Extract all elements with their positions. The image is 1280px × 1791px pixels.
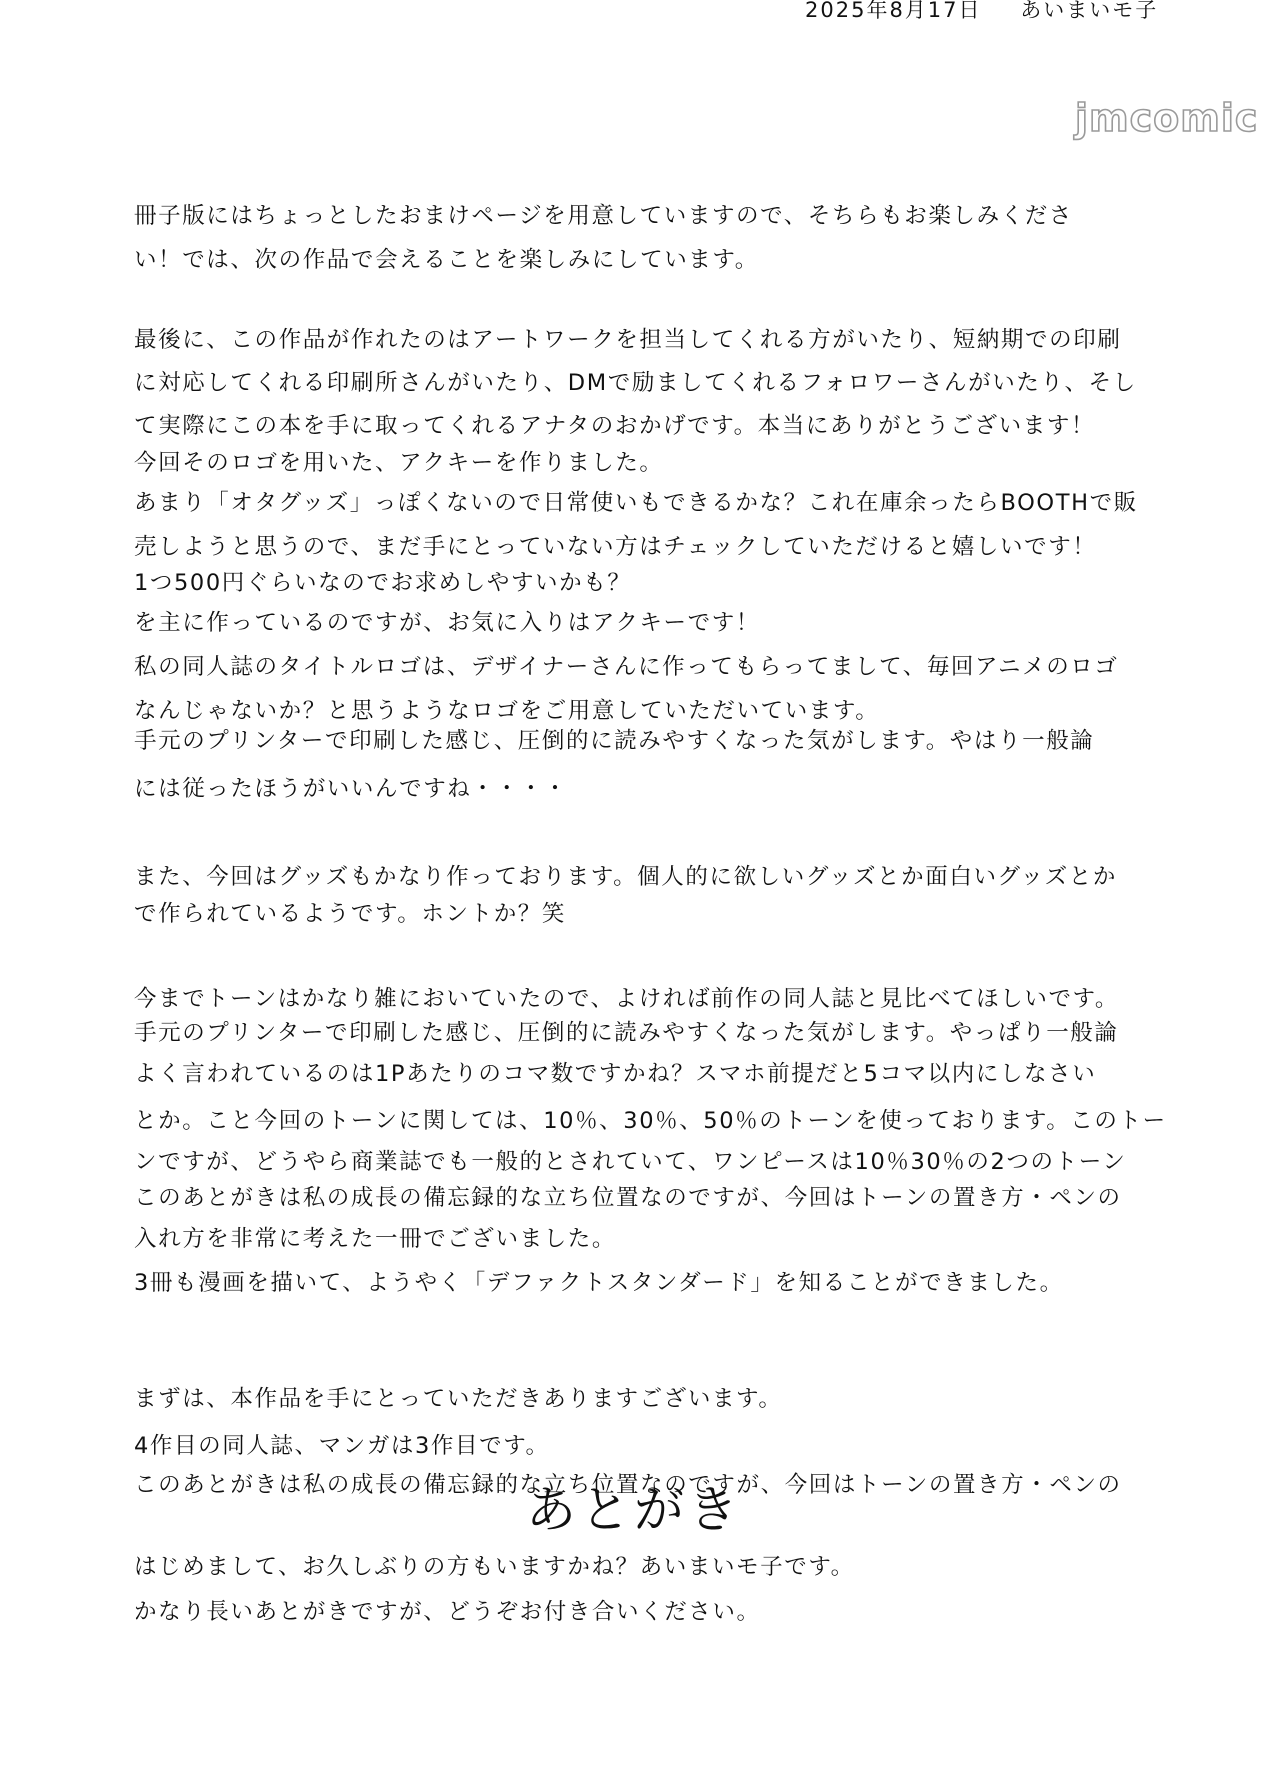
text-line: て実際にこの本を手に取ってくれるアナタのおかげです。本当にありがとうございます！ [134, 413, 1096, 439]
text-line: よく言われているのは1Pあたりのコマ数ですかね？スマホ前提だと5コマ以内にしなさい [134, 1061, 1097, 1087]
text-line: い！では、次の作品で会えることを楽しみにしています。 [134, 247, 759, 273]
author-name: あいまいモ子 [1020, 0, 1159, 22]
text-line: 売しようと思うので、まだ手にとっていない方はチェックしていただけると嬉しいです！ [134, 534, 1097, 560]
text-line: はじめまして、お久しぶりの方もいますかね？あいまいモ子です。 [134, 1554, 855, 1580]
text-line: 4作目の同人誌、マンガは3作目です。 [134, 1433, 550, 1459]
text-line: 最後に、この作品が作れたのはアートワークを担当してくれる方がいたり、短納期での印刷 [134, 327, 1122, 353]
fragment-text: 手元のプリンターで印刷した感じ、圧倒的に読みやすくなった気がします。やっぱり一般論 [134, 1020, 1119, 1046]
clipped-fragment-line [134, 728, 1154, 754]
text-line: とか。こと今回のトーンに関しては、10％、30％、50％のトーンを使っております。このトー [134, 1108, 1167, 1134]
text-line: 今回そのロゴを用いた、アクキーを作りました。 [134, 450, 664, 476]
afterword-title: あとがき [526, 1481, 742, 1539]
text-line: 冊子版にはちょっとしたおまけページを用意していますので、そちらもお楽しみくださ [134, 203, 1074, 229]
text-line: また、今回はグッズもかなり作っております。個人的に欲しいグッズとか面白いグッズとか [134, 864, 1117, 890]
date: 2025年8月17日 [805, 0, 982, 22]
clipped-fragment-line [134, 570, 1154, 596]
text-line: に対応してくれる印刷所さんがいたり、DMで励ましてくれるフォロワーさんがいたり、そし [134, 370, 1137, 396]
text-line: かなり長いあとがきですが、どうぞお付き合いください。 [134, 1599, 761, 1625]
fragment-text: このあとがきは私の成長の備忘録的な立ち位置なのですが、今回はトーンの置き方・ペンの [134, 1472, 1122, 1498]
text-line: 今までトーンはかなり雑においていたので、よければ前作の同人誌と見比べてほしいです。 [134, 986, 1119, 1012]
fragment-text: 手元のプリンターで印刷した感じ、圧倒的に読みやすくなった気がします。やはり一般論 [134, 728, 1095, 754]
text-line: を主に作っているのですが、お気に入りはアクキーです！ [134, 610, 760, 636]
text-line: まずは、本作品を手にとっていただきありますございます。 [134, 1386, 783, 1412]
text-line: には従ったほうがいいんですね・・・・ [134, 776, 568, 802]
text-line: 私の同人誌のタイトルロゴは、デザイナーさんに作ってもらってまして、毎回アニメのロゴ [134, 654, 1119, 680]
text-line: ンですが、どうやら商業誌でも一般的とされていて、ワンピースは10％30％の2つのトーン [134, 1149, 1127, 1175]
date-author-header [805, 0, 1158, 24]
fragment-text: 1つ500円ぐらいなのでお求めしやすいかも？ [134, 570, 632, 596]
clipped-fragment-line [134, 1020, 1154, 1046]
text-line: なんじゃないか？と思うようなロゴをご用意していただいています。 [134, 698, 880, 724]
text-line: で作られているようです。ホントか？笑 [134, 901, 567, 927]
text-line: このあとがきは私の成長の備忘録的な立ち位置なのですが、今回はトーンの置き方・ペンの [134, 1185, 1122, 1211]
text-line: 3冊も漫画を描いて、ようやく「デファクトスタンダード」を知ることができました。 [134, 1270, 1064, 1296]
text-line: 入れ方を非常に考えた一冊でございました。 [134, 1226, 617, 1252]
text-line: あまり「オタグッズ」っぽくないので日常使いもできるかな？これ在庫余ったらBOOTHで販 [134, 490, 1138, 516]
watermark-logo: jmcomic [1075, 96, 1259, 140]
